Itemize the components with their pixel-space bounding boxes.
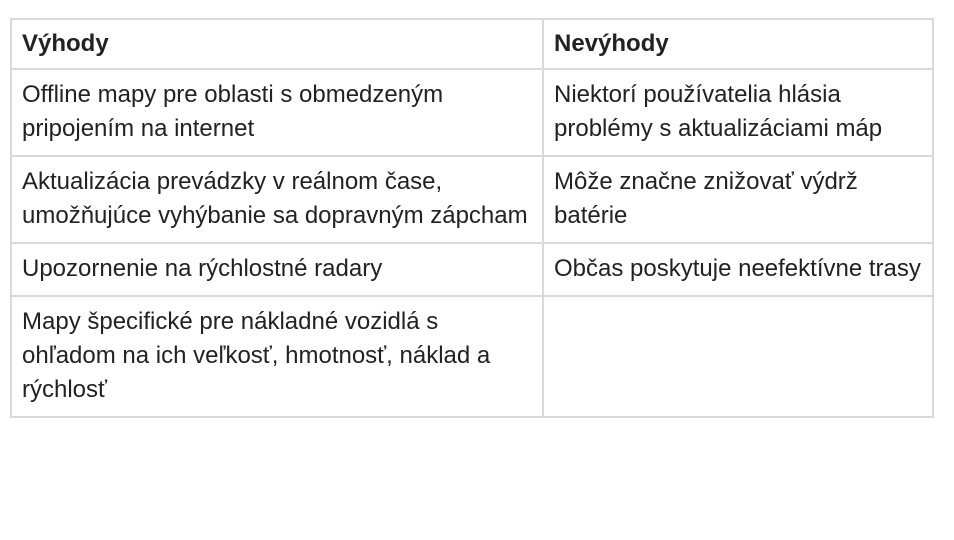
table-body xyxy=(11,69,933,417)
advantage-cell: Aktualizácia prevádzky v reálnom čase, umožňujúce vyhýbanie sa dopravným zápcham xyxy=(11,156,543,243)
pros-cons-table xyxy=(10,18,934,418)
table-header xyxy=(11,19,933,69)
header-row xyxy=(11,19,933,69)
advantage-cell: Mapy špecifické pre nákladné vozidlá s ohľadom na ich veľkosť, hmotnosť, náklad a rýchlosť xyxy=(11,296,543,417)
advantage-cell: Upozornenie na rýchlostné radary xyxy=(11,243,543,296)
table-row xyxy=(11,69,933,156)
table-row xyxy=(11,296,933,417)
table-row xyxy=(11,243,933,296)
disadvantage-cell: Občas poskytuje neefektívne trasy xyxy=(543,243,933,296)
disadvantage-cell-empty xyxy=(543,296,933,417)
header-disadvantages: Nevýhody xyxy=(543,19,933,69)
table-row xyxy=(11,156,933,243)
disadvantage-cell: Môže značne znižovať výdrž batérie xyxy=(543,156,933,243)
header-advantages: Výhody xyxy=(11,19,543,69)
disadvantage-cell: Niektorí používatelia hlásia problémy s aktualizáciami máp xyxy=(543,69,933,156)
advantage-cell: Offline mapy pre oblasti s obmedzeným pripojením na internet xyxy=(11,69,543,156)
